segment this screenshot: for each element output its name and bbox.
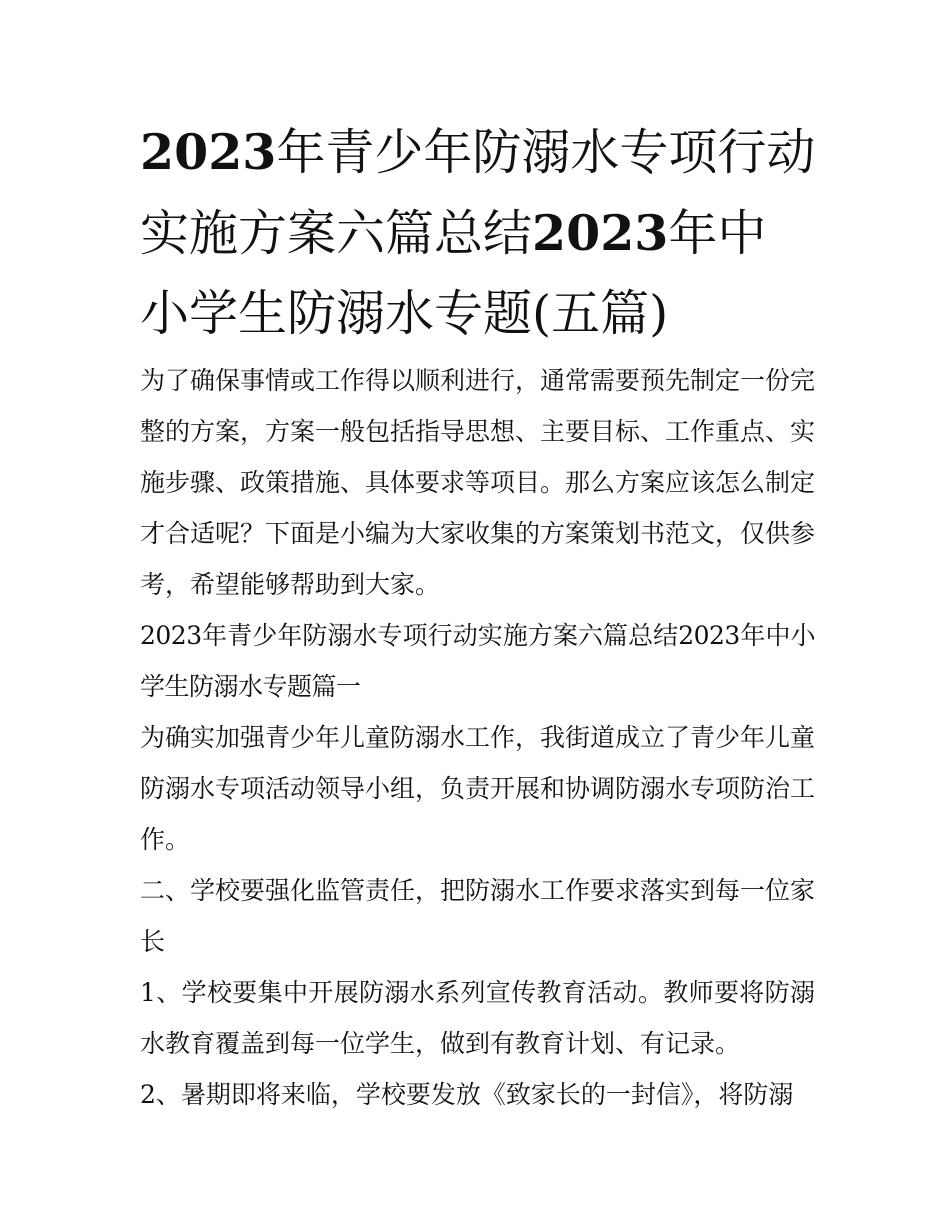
section-heading: 2023年青少年防溺水专项行动实施方案六篇总结2023年中小学生防溺水专题篇一	[140, 621, 815, 701]
title-year-1: 2023	[140, 123, 277, 181]
body-paragraph: 2、暑期即将来临，学校要发放《致家长的一封信》，将防溺	[140, 1080, 794, 1109]
title-line2-text-b: 年中	[668, 205, 767, 262]
document-body	[140, 355, 815, 1120]
document-title	[140, 112, 820, 354]
title-line1-text: 年青少年防溺水专项行动	[276, 124, 816, 181]
body-paragraph: 1、学校要集中开展防溺水系列宣传教育活动。教师要将防溺水教育覆盖到每一位学生，做到有教育计划、有记录。	[140, 978, 815, 1058]
title-line2-text: 实施方案六篇总结	[140, 205, 533, 262]
body-paragraph: 二、学校要强化监管责任，把防溺水工作要求落实到每一位家长	[140, 876, 816, 956]
title-line3-text: 小学生防溺水专题(五篇)	[140, 285, 669, 342]
title-year-2: 2023	[532, 204, 669, 262]
intro-paragraph: 为了确保事情或工作得以顺利进行，通常需要预先制定一份完整的方案，方案一般包括指导思想、主要目标、工作重点、实施步骤、政策措施、具体要求等项目。那么方案应该怎么制定才合适呢？下面是小编为大家收集的方案策划书范文，仅供参考，希望能够帮助到大家。	[140, 366, 816, 599]
body-paragraph: 为确实加强青少年儿童防溺水工作，我街道成立了青少年儿童防溺水专项活动领导小组，负责开展和协调防溺水专项防治工作。	[140, 723, 816, 854]
